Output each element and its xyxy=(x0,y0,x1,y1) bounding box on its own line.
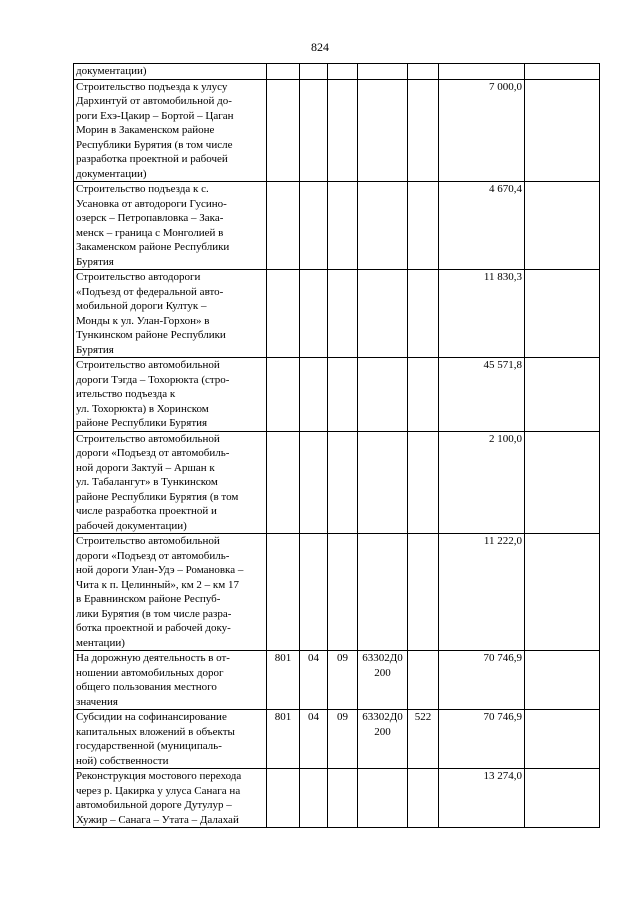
item-name-line: дороги Тэгда – Тохорюкта (стро- xyxy=(76,373,230,386)
target-article-cell xyxy=(358,651,408,710)
amount-cell: 11 222,0 xyxy=(439,534,525,651)
empty-cell xyxy=(525,431,600,534)
item-name-line: автомобильной дороге Дутулур – xyxy=(76,799,232,811)
expense-type-cell xyxy=(408,64,439,80)
expense-type-cell xyxy=(408,431,439,534)
table-row xyxy=(74,769,600,828)
amount-cell: 7 000,0 xyxy=(439,79,525,182)
section-code-cell xyxy=(300,769,328,828)
item-name-line: Тункинском районе Республики xyxy=(76,329,226,341)
subsection-code-cell xyxy=(328,534,358,651)
item-name-line: разработка проектной и рабочей xyxy=(76,153,228,165)
target-article-cell xyxy=(358,710,408,769)
item-name-line: менск – граница с Монголией в xyxy=(76,226,224,239)
amount-cell: 4 670,4 xyxy=(439,182,525,270)
item-name-line: Монды к ул. Улан-Горхон» в xyxy=(76,314,210,327)
expense-type-cell xyxy=(408,534,439,651)
item-name-line: в Еравнинском районе Респуб- xyxy=(76,593,221,605)
item-name-cell xyxy=(74,79,267,182)
item-name-line: Строительство автомобильной xyxy=(76,535,220,547)
section-code-cell: 04 xyxy=(300,710,328,769)
item-name-line: ной дороги Зактуй – Аршан к xyxy=(76,461,215,474)
item-name-line: На дорожную деятельность в от- xyxy=(76,652,230,664)
amount-cell: 45 571,8 xyxy=(439,358,525,432)
item-name-line: государственной (муниципаль- xyxy=(76,740,222,752)
target-article-cell xyxy=(358,769,408,828)
target-article-cell xyxy=(358,79,408,182)
empty-cell xyxy=(525,534,600,651)
item-name-cell xyxy=(74,64,267,80)
amount-cell: 2 100,0 xyxy=(439,431,525,534)
subsection-code-cell xyxy=(328,79,358,182)
target-article-line: 200 xyxy=(374,666,391,679)
item-name-cell xyxy=(74,270,267,358)
ministry-code-cell xyxy=(267,182,300,270)
expense-type-cell xyxy=(408,79,439,182)
item-name-line: Усановка от автодороги Гусино- xyxy=(76,197,227,210)
target-article-line: 63302Д0 xyxy=(362,652,403,664)
target-article-line: 63302Д0 xyxy=(362,711,403,723)
subsection-code-cell xyxy=(328,358,358,432)
item-name-line: лики Бурятия (в том числе разра- xyxy=(76,607,232,620)
ministry-code-cell xyxy=(267,769,300,828)
expense-type-cell xyxy=(408,651,439,710)
expense-type-cell: 522 xyxy=(408,710,439,769)
budget-table xyxy=(73,63,600,828)
item-name-cell xyxy=(74,769,267,828)
ministry-code-cell xyxy=(267,79,300,182)
item-name-line: числе разработка проектной и xyxy=(76,505,217,517)
table-row xyxy=(74,79,600,182)
item-name-line: Строительство подъезда к улусу xyxy=(76,80,228,93)
empty-cell xyxy=(525,270,600,358)
item-name-line: ул. Табалангут» в Тункинском xyxy=(76,476,218,488)
item-name-line: Строительство автодороги xyxy=(76,271,201,283)
empty-cell xyxy=(525,651,600,710)
item-name-line: озерск – Петропавловка – Зака- xyxy=(76,212,224,224)
item-name-line: ной) собственности xyxy=(76,754,169,767)
target-article-cell xyxy=(358,270,408,358)
table-row xyxy=(74,534,600,651)
subsection-code-cell xyxy=(328,64,358,80)
table-body xyxy=(74,64,600,828)
ministry-code-cell xyxy=(267,431,300,534)
item-name-line: Реконструкция мостового перехода xyxy=(76,770,242,782)
item-name-line: ментации) xyxy=(76,636,125,649)
item-name-line: ботка проектной и рабочей доку- xyxy=(76,622,231,634)
item-name-line: дороги «Подъезд от автомобиль- xyxy=(76,549,230,562)
empty-cell xyxy=(525,710,600,769)
item-name-line: значения xyxy=(76,695,118,708)
item-name-line: мобильной дороги Култук – xyxy=(76,300,207,312)
empty-cell xyxy=(525,769,600,828)
item-name-line: «Подъезд от федеральной авто- xyxy=(76,285,224,298)
section-code-cell xyxy=(300,534,328,651)
amount-cell: 70 746,9 xyxy=(439,651,525,710)
target-article-line: 200 xyxy=(374,725,391,738)
item-name-line: ной дороги Улан-Удэ – Романовка – xyxy=(76,564,244,576)
item-name-line: дороги «Подъезд от автомобиль- xyxy=(76,447,230,459)
empty-cell xyxy=(525,182,600,270)
item-name-line: Бурятия xyxy=(76,343,114,356)
subsection-code-cell: 09 xyxy=(328,651,358,710)
table-row xyxy=(74,651,600,710)
section-code-cell xyxy=(300,182,328,270)
item-name-line: Субсидии на софинансирование xyxy=(76,711,227,723)
item-name-line: районе Республики Бурятия xyxy=(76,417,208,429)
subsection-code-cell: 09 xyxy=(328,710,358,769)
empty-cell xyxy=(525,79,600,182)
target-article-cell xyxy=(358,64,408,80)
expense-type-cell xyxy=(408,769,439,828)
item-name-line: Бурятия xyxy=(76,255,114,268)
item-name-cell xyxy=(74,182,267,270)
item-name-line: Хужир – Санага – Утата – Далахай xyxy=(76,813,239,826)
expense-type-cell xyxy=(408,270,439,358)
item-name-line: через р. Цакирка у улуса Санага на xyxy=(76,784,241,797)
table-row xyxy=(74,270,600,358)
item-name-line: документации) xyxy=(76,65,147,77)
ministry-code-cell: 801 xyxy=(267,651,300,710)
item-name-line: Дархинтуй от автомобильной до- xyxy=(76,95,232,107)
item-name-line: Чита к п. Целинный», км 2 – км 17 xyxy=(76,578,239,591)
item-name-line: Строительство автомобильной xyxy=(76,359,220,371)
ministry-code-cell xyxy=(267,534,300,651)
item-name-line: Республики Бурятия (в том числе xyxy=(76,138,233,151)
item-name-line: капитальных вложений в объекты xyxy=(76,725,235,738)
item-name-line: Строительство подъезда к с. xyxy=(76,183,209,195)
ministry-code-cell xyxy=(267,64,300,80)
subsection-code-cell xyxy=(328,270,358,358)
item-name-line: общего пользования местного xyxy=(76,681,217,693)
table-row xyxy=(74,64,600,80)
target-article-cell xyxy=(358,431,408,534)
empty-cell xyxy=(525,358,600,432)
item-name-line: Закаменском районе Республики xyxy=(76,241,230,253)
item-name-line: рабочей документации) xyxy=(76,519,187,532)
section-code-cell xyxy=(300,431,328,534)
section-code-cell xyxy=(300,64,328,80)
amount-cell xyxy=(439,64,525,80)
ministry-code-cell xyxy=(267,270,300,358)
expense-type-cell xyxy=(408,182,439,270)
amount-cell: 11 830,3 xyxy=(439,270,525,358)
item-name-cell xyxy=(74,534,267,651)
table-row xyxy=(74,710,600,769)
page-number: 824 xyxy=(311,40,329,54)
section-code-cell xyxy=(300,270,328,358)
item-name-line: ношении автомобильных дорог xyxy=(76,666,224,679)
item-name-line: Строительство автомобильной xyxy=(76,432,220,445)
item-name-line: Морин в Закаменском районе xyxy=(76,124,215,136)
item-name-line: ул. Тохорюкта) в Хоринском xyxy=(76,402,209,415)
subsection-code-cell xyxy=(328,431,358,534)
table-row xyxy=(74,431,600,534)
amount-cell: 13 274,0 xyxy=(439,769,525,828)
target-article-cell xyxy=(358,358,408,432)
table-row xyxy=(74,182,600,270)
section-code-cell: 04 xyxy=(300,651,328,710)
ministry-code-cell xyxy=(267,358,300,432)
item-name-line: ительство подъезда к xyxy=(76,388,176,400)
expense-type-cell xyxy=(408,358,439,432)
ministry-code-cell: 801 xyxy=(267,710,300,769)
item-name-line: районе Республики Бурятия (в том xyxy=(76,490,239,503)
target-article-cell xyxy=(358,182,408,270)
table-row xyxy=(74,358,600,432)
subsection-code-cell xyxy=(328,769,358,828)
section-code-cell xyxy=(300,79,328,182)
empty-cell xyxy=(525,64,600,80)
amount-cell: 70 746,9 xyxy=(439,710,525,769)
item-name-cell xyxy=(74,710,267,769)
section-code-cell xyxy=(300,358,328,432)
item-name-line: документации) xyxy=(76,167,147,180)
target-article-cell xyxy=(358,534,408,651)
item-name-cell xyxy=(74,651,267,710)
item-name-line: роги Ехэ-Цакир – Бортой – Цаган xyxy=(76,109,234,122)
item-name-cell xyxy=(74,431,267,534)
subsection-code-cell xyxy=(328,182,358,270)
item-name-cell xyxy=(74,358,267,432)
